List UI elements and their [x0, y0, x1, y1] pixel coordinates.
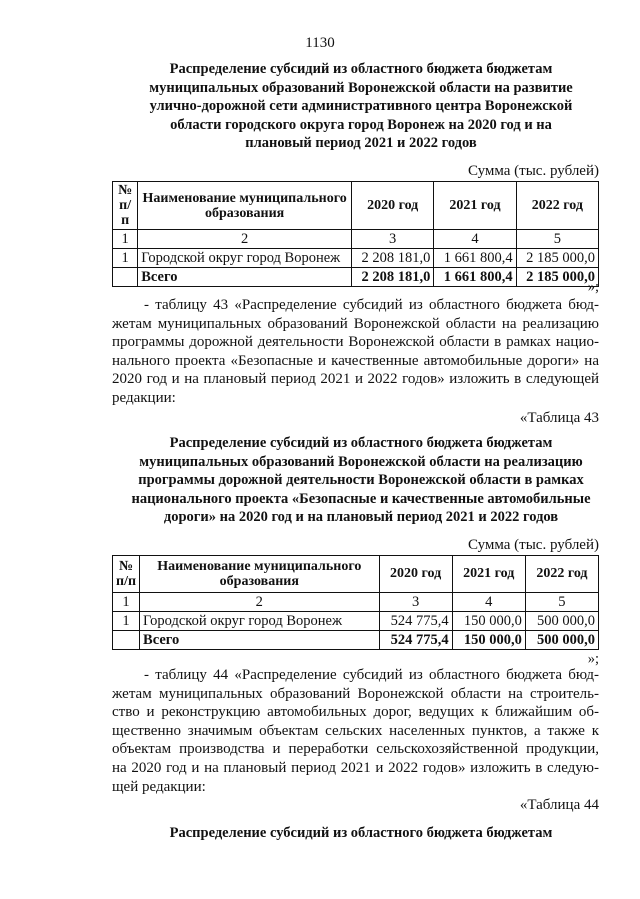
paragraph-line: 2020 год и на плановый период 2021 и 2022 годов» изложить в следующей	[112, 371, 599, 388]
header-2021: 2021 год	[452, 556, 525, 593]
table-header-row	[113, 556, 599, 593]
table-cell: 1	[113, 230, 138, 249]
sum-units-label: Сумма (тыс. рублей)	[467, 537, 599, 553]
paragraph-line: объектам производства и переработки сельскохозяйственной продукции,	[112, 741, 599, 758]
amendment-paragraph-44	[112, 666, 599, 796]
paragraph-line: ство и реконструкцию автомобильных дорог, ведущих к ближайшим об-	[112, 704, 599, 721]
table-cell: 1	[113, 612, 140, 631]
table-cell: 500 000,0	[525, 612, 598, 631]
header-2021: 2021 год	[434, 182, 516, 230]
header-number: № п/п	[113, 182, 138, 230]
table-cell: Городской округ город Воронеж	[138, 249, 352, 268]
table-cell: 524 775,4	[379, 612, 452, 631]
heading-line: Распределение субсидий из областного бюджета бюджетам	[169, 435, 553, 451]
table-cell: Всего	[138, 268, 352, 287]
table-cell: 150 000,0	[452, 631, 525, 650]
close-quote-mark: »;	[587, 651, 599, 667]
table-cell: 2 185 000,0	[516, 268, 598, 287]
heading-line: муниципальных образований Воронежской области на развитие	[149, 79, 573, 96]
paragraph-line: щественно значимым объектам сельских населенных пунктов, а также к	[112, 722, 599, 739]
table-cell: Всего	[140, 631, 379, 650]
table-cell: 1	[113, 249, 138, 268]
table-cell: 3	[379, 593, 452, 612]
table-total-row	[113, 268, 599, 287]
table-cell	[113, 631, 140, 650]
table-header-row	[113, 182, 599, 230]
table-cell: 1 661 800,4	[434, 268, 516, 287]
header-2022: 2022 год	[516, 182, 598, 230]
amendment-paragraph-43	[112, 296, 599, 408]
paragraph-line: нального проекта «Безопасные и качественные автомобильные дороги» на	[112, 352, 599, 369]
sum-units-label: Сумма (тыс. рублей)	[467, 163, 599, 179]
table-row	[113, 249, 599, 268]
table-cell: 150 000,0	[452, 612, 525, 631]
table-cell: 3	[352, 230, 434, 249]
table-cell: 2	[138, 230, 352, 249]
heading-line: улично-дорожной сети административного центра Воронежской	[149, 98, 573, 114]
table-cell: 2 208 181,0	[352, 249, 434, 268]
paragraph-line: программы дорожной деятельности Воронежской области в рамках нацио-	[112, 334, 599, 351]
header-name: Наименование муниципального образования	[140, 556, 379, 593]
header-number: № п/п	[113, 556, 140, 593]
table-cell: 2 208 181,0	[352, 268, 434, 287]
heading-line: области городского округа город Воронеж на 2020 год и на	[170, 116, 552, 133]
table-cell: 524 775,4	[379, 631, 452, 650]
table-43-label: «Таблица 43	[519, 410, 599, 426]
heading-line: национального проекта «Безопасные и качественные автомобильные	[131, 490, 591, 507]
paragraph-line: - таблицу 44 «Распределение субсидий из областного бюджета бюд-	[144, 667, 599, 683]
table-cell: 1	[113, 593, 140, 612]
table-index-row	[113, 593, 599, 612]
table-43-heading	[105, 434, 617, 527]
subsidy-table-42	[112, 181, 599, 287]
page-number: 1130	[305, 35, 335, 51]
table-row	[113, 612, 599, 631]
table-cell: 5	[525, 593, 598, 612]
paragraph-line: редакции:	[112, 389, 176, 406]
paragraph-line: щей редакции:	[112, 778, 206, 795]
table-cell: Городской округ город Воронеж	[140, 612, 379, 631]
paragraph-line: - таблицу 43 «Распределение субсидий из областного бюджета бюд-	[144, 297, 599, 313]
table-cell: 4	[434, 230, 516, 249]
heading-line: плановый период 2021 и 2022 годов	[245, 135, 477, 151]
paragraph-line: жетам муниципальных образований Воронежской области на строитель-	[112, 685, 599, 702]
table-cell: 4	[452, 593, 525, 612]
table-cell	[113, 268, 138, 287]
table-cell: 5	[516, 230, 598, 249]
paragraph-line: жетам муниципальных образований Воронежской области на реализацию	[112, 315, 599, 332]
table-44-label: «Таблица 44	[519, 797, 599, 813]
heading-line: дороги» на 2020 год и на плановый период 2021 и 2022 годов	[163, 509, 559, 525]
heading-line: муниципальных образований Воронежской области на реализацию	[139, 453, 583, 470]
table-cell: 2	[140, 593, 379, 612]
table-total-row	[113, 631, 599, 650]
table-44-heading: Распределение субсидий из областного бюджета бюджетам	[169, 825, 553, 841]
subsidy-table-43	[112, 555, 599, 650]
table-cell: 500 000,0	[525, 631, 598, 650]
paragraph-line: на 2020 год и на плановый период 2021 и 2022 годов» изложить в следую-	[112, 759, 599, 776]
heading-line: Распределение субсидий из областного бюджета бюджетам	[169, 61, 553, 77]
header-name: Наименование муниципального образования	[138, 182, 352, 230]
table-cell: 2 185 000,0	[516, 249, 598, 268]
header-2022: 2022 год	[525, 556, 598, 593]
table-index-row	[113, 230, 599, 249]
table-cell: 1 661 800,4	[434, 249, 516, 268]
header-2020: 2020 год	[352, 182, 434, 230]
close-quote-mark: »;	[587, 279, 599, 295]
table-42-heading	[105, 60, 617, 153]
heading-line: программы дорожной деятельности Воронежской области в рамках	[138, 472, 584, 488]
header-2020: 2020 год	[379, 556, 452, 593]
